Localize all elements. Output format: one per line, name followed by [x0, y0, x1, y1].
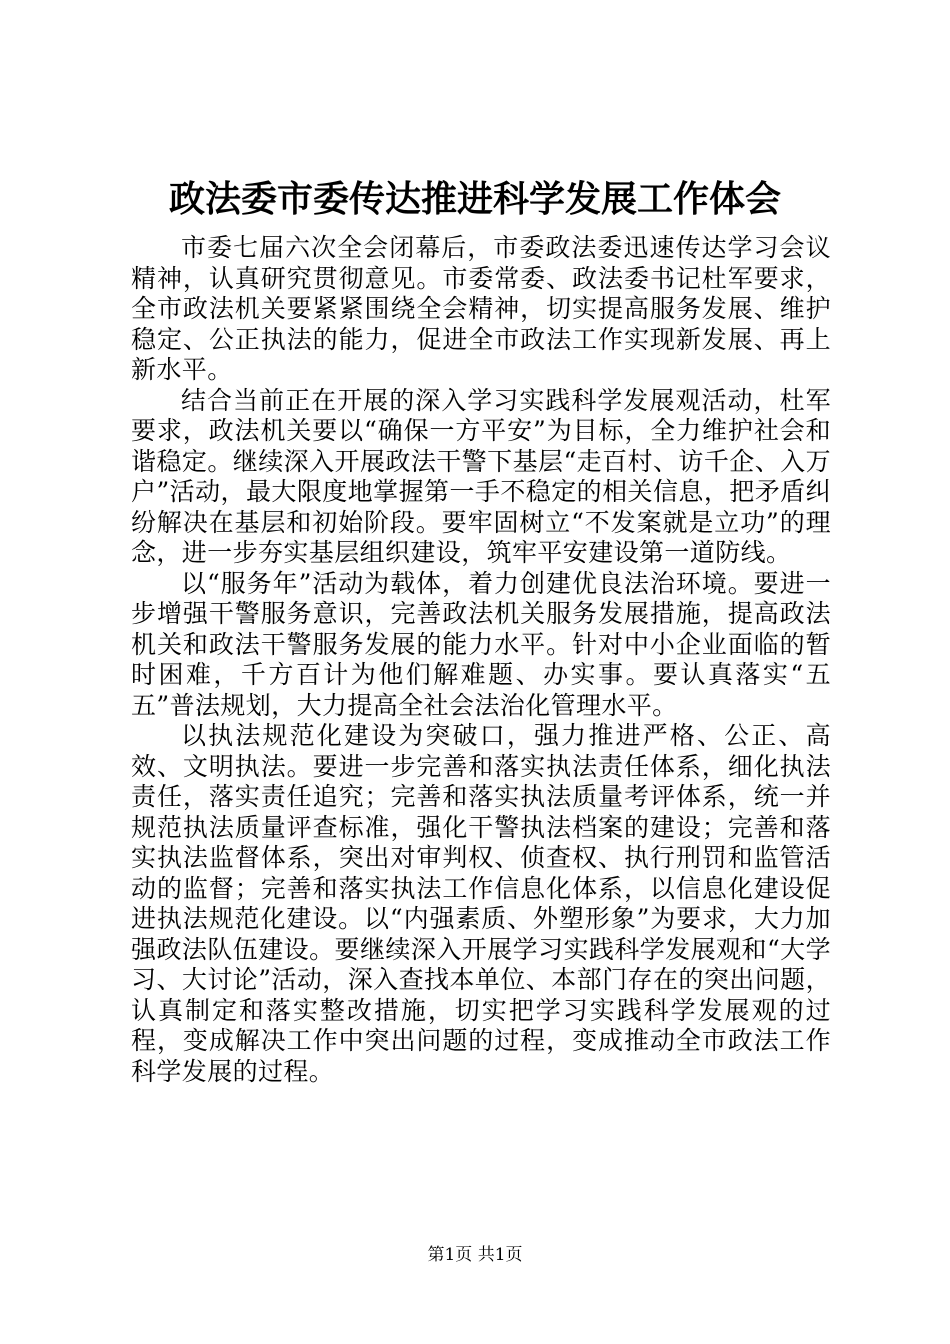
paragraph-1: 市委七届六次全会闭幕后，市委政法委迅速传达学习会议精神，认真研究贯彻意见。市委常委、政法委书记杜军要求，全市政法机关要紧紧围绕全会精神，切实提高服务发展、维护稳定、公正执法的能力，促进全市政法工作实现新发展、再上新水平。 [131, 233, 831, 384]
document-body [131, 233, 831, 1087]
paragraph-2: 结合当前正在开展的深入学习实践科学发展观活动，杜军要求，政法机关要以“确保一方平安”为目标，全力维护社会和谐稳定。继续深入开展政法干警下基层“走百村、访千企、入万户”活动，最大限度地掌握第一手不稳定的相关信息，把矛盾纠纷解决在基层和初始阶段。要牢固树立“不发案就是立功”的理念，进一步夯实基层组织建设，筑牢平安建设第一道防线。 [131, 385, 831, 567]
document-title: 政法委市委传达推进科学发展工作体会 [168, 179, 781, 220]
paragraph-3: 以“服务年”活动为载体，着力创建优良法治环境。要进一步增强干警服务意识，完善政法机关服务发展措施，提高政法机关和政法干警服务发展的能力水平。针对中小企业面临的暂时困难，千方百计为他们解难题、办实事。要认真落实“五五”普法规划，大力提高全社会法治化管理水平。 [131, 568, 831, 720]
paragraph-4: 以执法规范化建设为突破口，强力推进严格、公正、高效、文明执法。要进一步完善和落实执法责任体系，细化执法责任，落实责任追究；完善和落实执法质量考评体系，统一并规范执法质量评查标准，强化干警执法档案的建设；完善和落实执法监督体系，突出对审判权、侦查权、执行刑罚和监管活动的监督；完善和落实执法工作信息化体系，以信息化建设促进执法规范化建设。以“内强素质、外塑形象”为要求，大力加强政法队伍建设。要继续深入开展学习实践科学发展观和“大学习、大讨论”活动，深入查找本单位、本部门存在的突出问题，认真制定和落实整改措施，切实把学习实践科学发展观的过程，变成解决工作中突出问题的过程，变成推动全市政法工作科学发展的过程。 [131, 721, 831, 1086]
page-number-footer: 第1页 共1页 [427, 1245, 523, 1265]
